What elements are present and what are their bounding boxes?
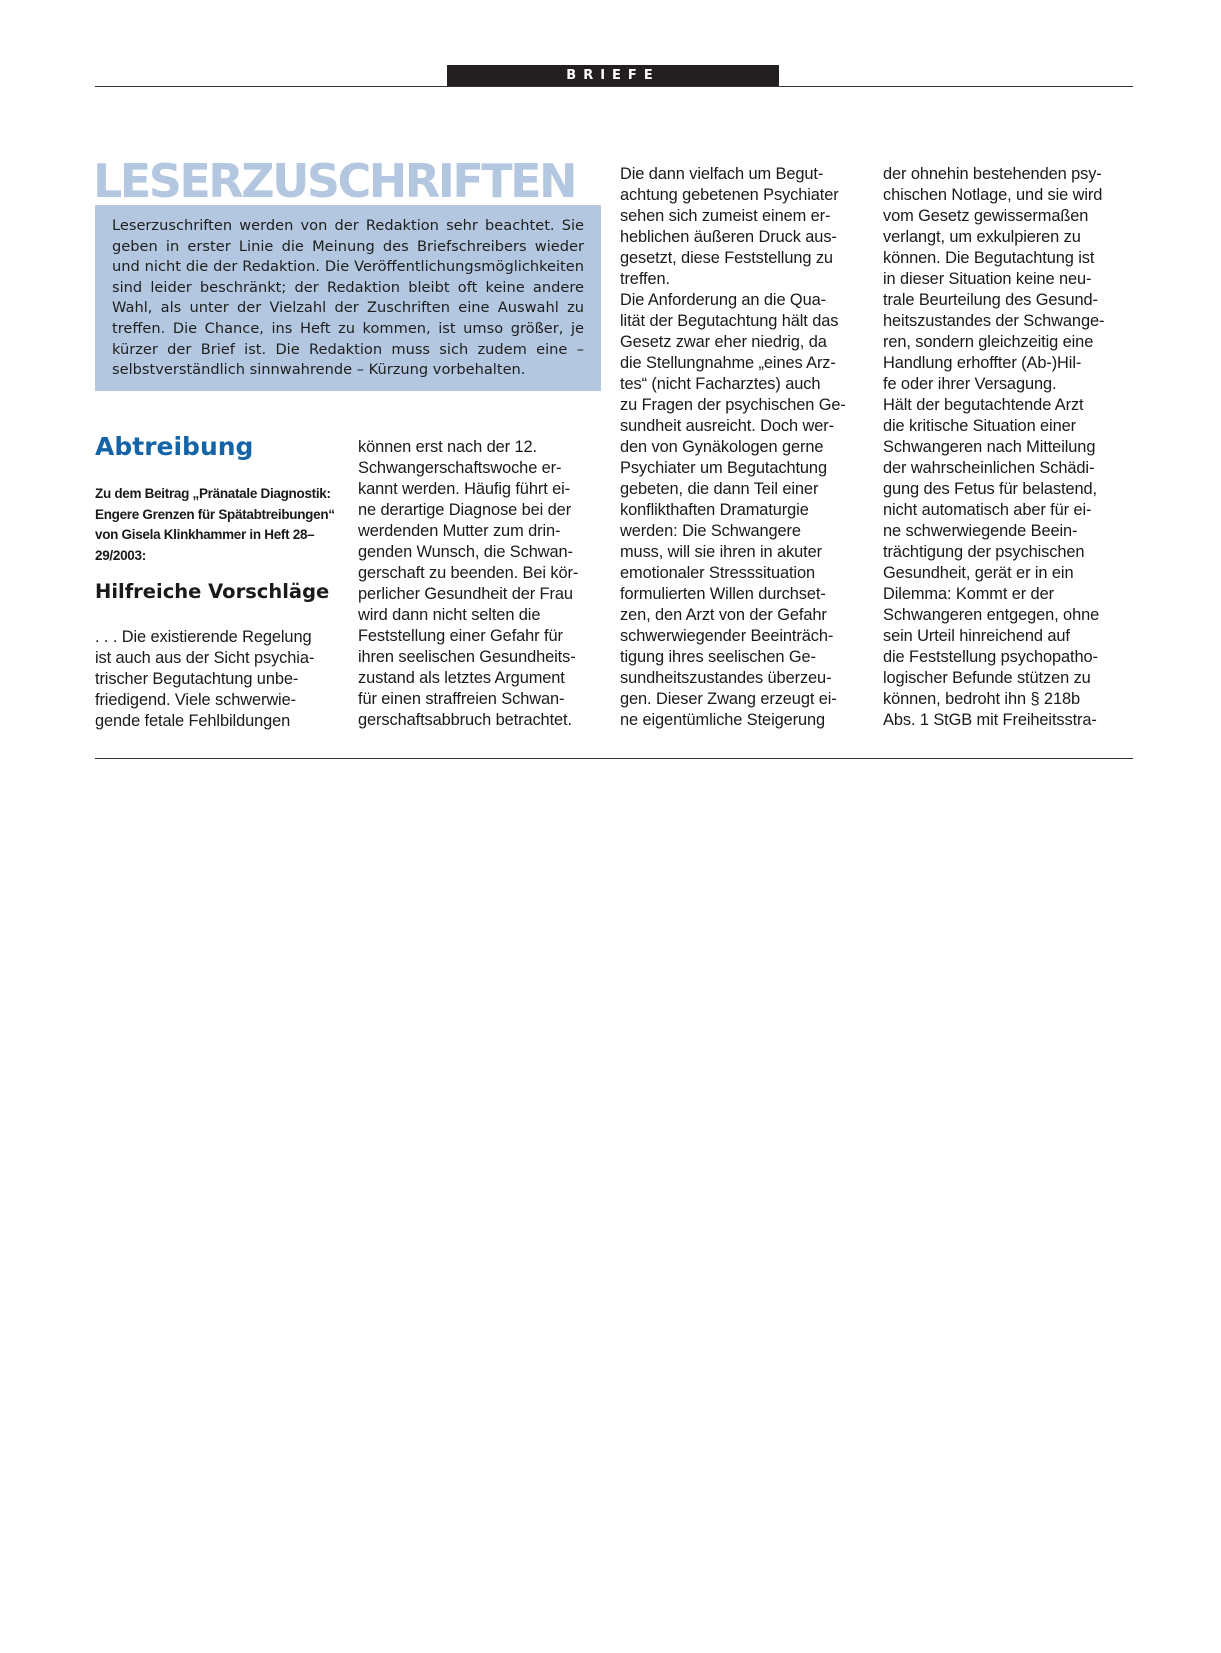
text-line: Schwangerschaftswoche er- xyxy=(358,459,562,477)
text-line: tigung ihres seelischen Ge- xyxy=(620,648,816,666)
text-line: in dieser Situation keine neu- xyxy=(883,270,1092,288)
text-line: trale Beurteilung des Gesund- xyxy=(883,291,1098,309)
text-line: ren, sondern gleichzeitig eine xyxy=(883,333,1094,351)
article-subheading: Hilfreiche Vorschläge xyxy=(95,580,330,603)
text-line: Die Anforderung an die Qua- xyxy=(620,291,826,309)
text-line: verlangt, um exkulpieren zu xyxy=(883,228,1081,246)
article-intro: Zu dem Beitrag „Pränatale Diagnostik: Engere Grenzen für Spätabtreibungen“ von Gisela Klinkhammer in Heft 28–29/2003: xyxy=(95,486,335,563)
text-line: achtung gebetenen Psychiater xyxy=(620,186,839,204)
text-line: werdenden Mutter zum drin- xyxy=(358,522,561,540)
text-line: ihren seelischen Gesundheits- xyxy=(358,648,576,666)
text-line: genden Wunsch, die Schwan- xyxy=(358,543,573,561)
text-line: schwerwiegender Beeinträch- xyxy=(620,627,834,645)
text-line: heblichen äußeren Druck aus- xyxy=(620,228,837,246)
text-line: wird dann nicht selten die xyxy=(358,606,541,624)
text-line: trächtigung der psychischen xyxy=(883,543,1085,561)
text-line: können. Die Begutachtung ist xyxy=(883,249,1095,267)
text-line: perlicher Gesundheit der Frau xyxy=(358,585,573,603)
text-line: gende fetale Fehlbildungen xyxy=(95,712,291,730)
text-line: zustand als letztes Argument xyxy=(358,669,565,687)
text-line: den von Gynäkologen gerne xyxy=(620,438,824,456)
text-line: nicht automatisch aber für ei- xyxy=(883,501,1092,519)
text-column-3 xyxy=(620,164,878,731)
text-line: Schwangeren entgegen, ohne xyxy=(883,606,1100,624)
text-line: gerschaftsabbruch betrachtet. xyxy=(358,711,572,729)
text-column-1 xyxy=(95,627,353,732)
text-line: logischer Befunde stützen zu xyxy=(883,669,1091,687)
text-line: Hält der begutachtende Arzt xyxy=(883,396,1084,414)
text-line: konflikthaften Dramaturgie xyxy=(620,501,809,519)
text-line: treffen. xyxy=(620,270,670,288)
text-line: sein Urteil hinreichend auf xyxy=(883,627,1070,645)
text-line: heitszustandes der Schwange- xyxy=(883,312,1105,330)
text-line: friedigend. Viele schwerwie- xyxy=(95,691,296,709)
text-line: Schwangeren nach Mitteilung xyxy=(883,438,1096,456)
text-line: können erst nach der 12. xyxy=(358,438,537,456)
text-line: können, bedroht ihn § 218b xyxy=(883,690,1080,708)
text-line: Abs. 1 StGB mit Freiheitsstra- xyxy=(883,711,1097,729)
text-line: die Stellungnahme „eines Arz- xyxy=(620,354,836,372)
text-column-2 xyxy=(358,437,616,731)
text-line: gerschaft zu beenden. Bei kör- xyxy=(358,564,579,582)
text-line: ist auch aus der Sicht psychia- xyxy=(95,649,315,667)
text-line: sehen sich zumeist einem er- xyxy=(620,207,831,225)
section-label: BRIEFE xyxy=(447,65,779,86)
text-line: lität der Begutachtung hält das xyxy=(620,312,839,330)
text-line: gebeten, die dann Teil einer xyxy=(620,480,819,498)
text-line: trischer Begutachtung unbe- xyxy=(95,670,299,688)
text-line: ne derartige Diagnose bei der xyxy=(358,501,572,519)
text-line: kannt werden. Häufig führt ei- xyxy=(358,480,571,498)
text-line: Feststellung einer Gefahr für xyxy=(358,627,563,645)
notice-title: LESERZUSCHRIFTEN xyxy=(93,154,576,208)
text-line: sundheitszustandes überzeu- xyxy=(620,669,832,687)
text-line: Dilemma: Kommt er der xyxy=(883,585,1054,603)
text-line: der ohnehin bestehenden psy- xyxy=(883,165,1102,183)
text-column-4 xyxy=(883,164,1141,731)
text-line: zu Fragen der psychischen Ge- xyxy=(620,396,846,414)
text-line: formulierten Willen durchset- xyxy=(620,585,826,603)
text-line: zen, den Arzt von der Gefahr xyxy=(620,606,827,624)
text-line: die Feststellung psychopatho- xyxy=(883,648,1098,666)
text-line: die kritische Situation einer xyxy=(883,417,1076,435)
text-line: emotionaler Stresssituation xyxy=(620,564,815,582)
text-line: Gesundheit, gerät er in ein xyxy=(883,564,1074,582)
text-line: gesetzt, diese Feststellung zu xyxy=(620,249,833,267)
text-line: sundheit ausreicht. Doch wer- xyxy=(620,417,834,435)
text-line: gung des Fetus für belastend, xyxy=(883,480,1097,498)
text-line: . . . Die existierende Regelung xyxy=(95,628,312,646)
text-line: für einen straffreien Schwan- xyxy=(358,690,565,708)
text-line: muss, will sie ihren in akuter xyxy=(620,543,822,561)
text-line: Handlung erhoffter (Ab-)Hil- xyxy=(883,354,1082,372)
text-line: Die dann vielfach um Begut- xyxy=(620,165,824,183)
text-line: gen. Dieser Zwang erzeugt ei- xyxy=(620,690,837,708)
text-line: fe oder ihrer Versagung. xyxy=(883,375,1057,393)
text-line: vom Gesetz gewissermaßen xyxy=(883,207,1089,225)
text-line: tes“ (nicht Facharztes) auch xyxy=(620,375,821,393)
text-line: werden: Die Schwangere xyxy=(620,522,801,540)
text-line: chischen Notlage, und sie wird xyxy=(883,186,1103,204)
article-heading: Abtreibung xyxy=(95,432,254,461)
notice-text: Leserzuschriften werden von der Redaktion sehr beachtet. Sie geben in erster Linie die Meinung des Briefschreibers wieder und nicht die der Redaktion. Die Veröffentlichungsmöglichkeiten sind leider beschränkt; der Redaktion bleibt oft keine andere Wahl, als unter der Vielzahl der Zuschriften eine Auswahl zu treffen. Die Chance, ins Heft zu kommen, ist umso größer, je kürzer der Brief ist. Die Redaktion muss sich zudem eine – selbstverständlich sinnwahrende – Kürzung vorbehalten. xyxy=(112,217,584,379)
bottom-rule xyxy=(95,758,1133,759)
top-rule xyxy=(95,86,1133,87)
text-line: Psychiater um Begutachtung xyxy=(620,459,827,477)
text-line: ne schwerwiegende Beein- xyxy=(883,522,1078,540)
text-line: der wahrscheinlichen Schädi- xyxy=(883,459,1095,477)
text-line: ne eigentümliche Steigerung xyxy=(620,711,826,729)
text-line: Gesetz zwar eher niedrig, da xyxy=(620,333,827,351)
